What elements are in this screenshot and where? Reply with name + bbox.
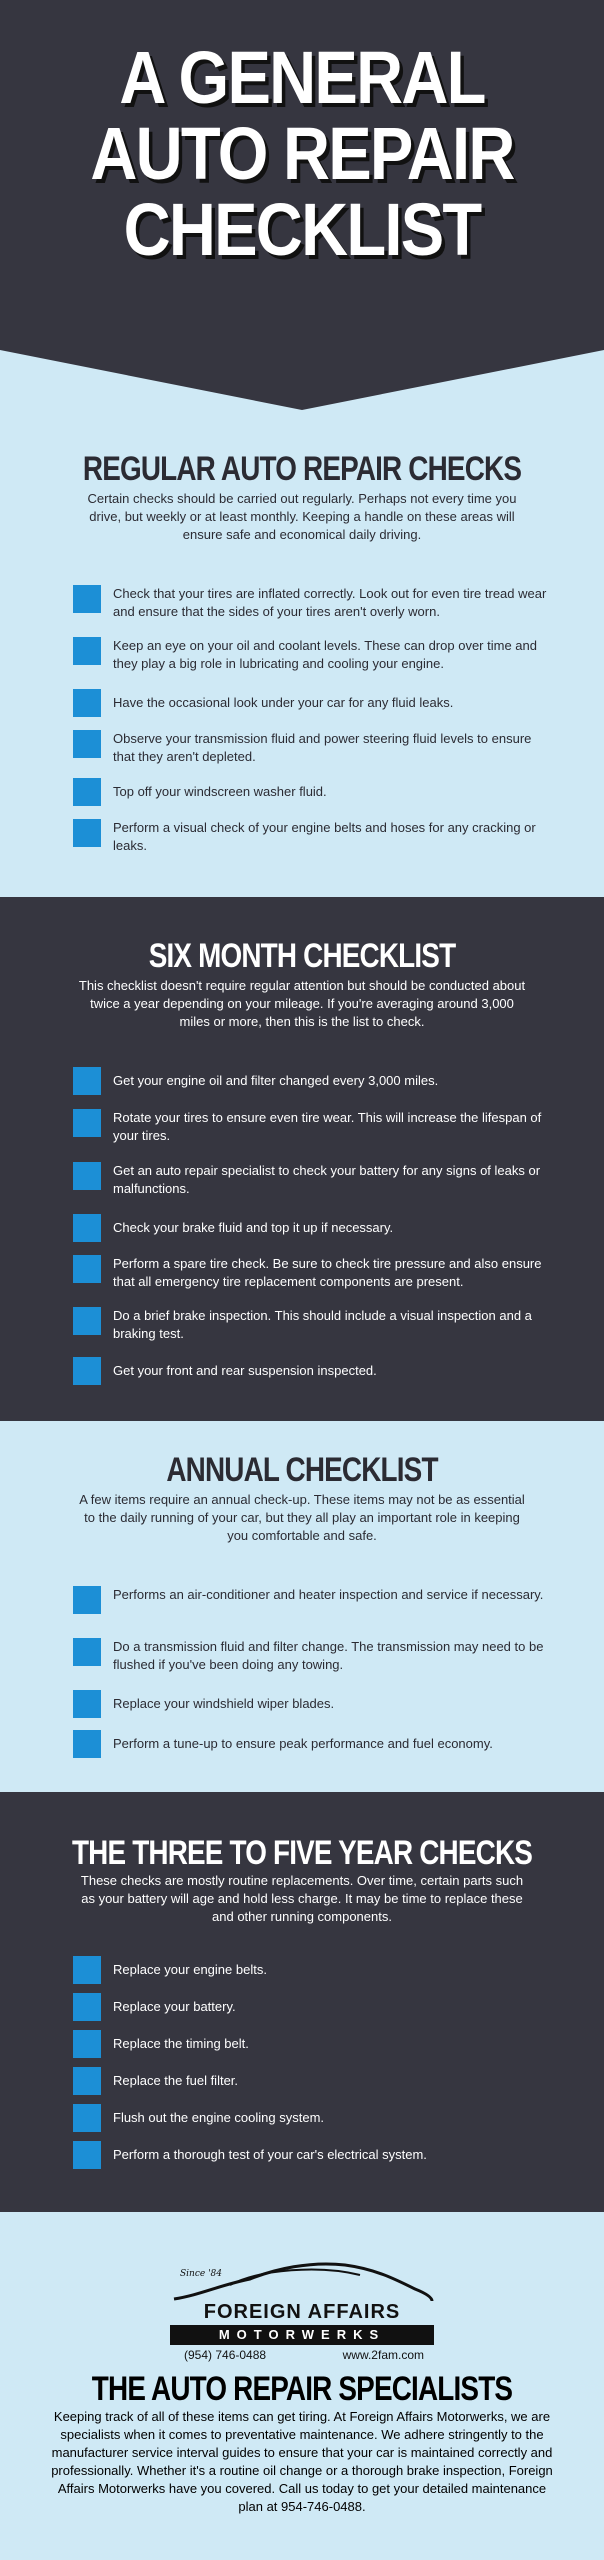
checkbox-icon (73, 637, 101, 665)
logo-script: Since '84 (180, 2269, 222, 2279)
title-line: A GENERAL (119, 36, 485, 119)
checkbox-icon (73, 1690, 101, 1718)
footer-text-block (0, 2370, 604, 2560)
checkbox-icon (73, 1638, 101, 1666)
annual-section (0, 1421, 604, 1792)
checkbox-icon (73, 2030, 101, 2058)
checkbox-icon (73, 1214, 101, 1242)
checkbox-icon (73, 1993, 101, 2021)
annual-intro: A few items require an annual check-up. These items may not be as essential to the daily running of your car, but they all play an important role in keeping you comfortable and safe. (79, 1492, 525, 1543)
item-text: Do a transmission fluid and filter change. The transmission may need to be flushed if you've been doing any towing. (113, 1639, 544, 1672)
six-month-intro: This checklist doesn't require regular attention but should be conducted about twice a year depending on your mileage. If you're averaging around 3,000 miles or more, then this is the list to check. (78, 978, 526, 1029)
logo-subtitle: MOTORWERKS (170, 2325, 434, 2345)
checkbox-icon (73, 2067, 101, 2095)
item-text: Replace the fuel filter. (113, 2073, 239, 2088)
item-text: Observe your transmission fluid and power steering fluid levels to ensure that they aren't depleted. (113, 731, 532, 764)
checkbox-icon (73, 1307, 101, 1335)
checkbox-icon (73, 689, 101, 717)
car-silhouette-icon (170, 2255, 434, 2305)
checkbox-icon (73, 819, 101, 847)
website-link[interactable]: www.2fam.com (342, 2348, 424, 2362)
item-text: Rotate your tires to ensure even tire wear. This will increase the lifespan of your tires. (113, 1110, 542, 1143)
item-text: Replace the timing belt. (113, 2036, 249, 2051)
item-text: Perform a thorough test of your car's electrical system. (113, 2147, 427, 2162)
item-text: Get your front and rear suspension inspected. (113, 1363, 377, 1378)
six-month-title: SIX MONTH CHECKLIST (148, 937, 456, 975)
regular-intro: Certain checks should be carried out regularly. Perhaps not every time you drive, but weekly or at least monthly. Keeping a handle on these areas will ensure safe and economical daily driving. (87, 491, 517, 542)
footer-title: THE AUTO REPAIR SPECIALISTS (91, 2370, 513, 2408)
regular-title: REGULAR AUTO REPAIR CHECKS (82, 450, 522, 488)
item-text: Perform a visual check of your engine belts and hoses for any cracking or leaks. (113, 820, 536, 853)
header (0, 0, 604, 410)
checkbox-icon (73, 778, 101, 806)
item-text: Perform a spare tire check. Be sure to check tire pressure and also ensure that all emergency tire replacement components are present. (113, 1256, 542, 1289)
checkbox-icon (73, 730, 101, 758)
item-text: Do a brief brake inspection. This should include a visual inspection and a braking test. (113, 1308, 532, 1341)
item-text: Get your engine oil and filter changed every 3,000 miles. (113, 1073, 439, 1088)
item-text: Replace your battery. (113, 1999, 236, 2014)
checkbox-icon (73, 1255, 101, 1283)
checkbox-icon (73, 1067, 101, 1095)
six-month-section (0, 897, 604, 1421)
item-text: Check your brake fluid and top it up if necessary. (113, 1220, 394, 1235)
checkbox-icon (73, 1109, 101, 1137)
item-text: Flush out the engine cooling system. (113, 2110, 325, 2125)
checkbox-icon (73, 1162, 101, 1190)
three-five-intro: These checks are mostly routine replacements. Over time, certain parts such as your battery will age and hold less charge. It may be time to replace these and other running components. (80, 1873, 524, 1924)
checkbox-icon (73, 1730, 101, 1758)
item-text: Replace your engine belts. (113, 1962, 267, 1977)
item-text: Performs an air-conditioner and heater inspection and service if necessary. (113, 1587, 544, 1602)
checkbox-icon (73, 2141, 101, 2169)
checkbox-icon (73, 1586, 101, 1614)
checkbox-icon (73, 2104, 101, 2132)
page-title (36, 36, 568, 271)
checkbox-icon (73, 585, 101, 613)
three-five-section (0, 1792, 604, 2212)
title-line: CHECKLIST (123, 188, 481, 271)
company-logo (170, 2255, 434, 2365)
item-text: Check that your tires are inflated correctly. Look out for even tire tread wear and ensure that the sides of your tires aren't overly worn. (113, 586, 547, 619)
title-line: AUTO REPAIR (90, 112, 514, 195)
item-text: Keep an eye on your oil and coolant levels. These can drop over time and they play a big role in lubricating and cooling your engine. (113, 638, 537, 671)
annual-title: ANNUAL CHECKLIST (166, 1451, 438, 1489)
logo-name: FOREIGN AFFAIRS (203, 2301, 401, 2323)
three-five-title: THE THREE TO FIVE YEAR CHECKS (71, 1834, 533, 1872)
checkbox-icon (73, 1956, 101, 1984)
regular-section (0, 410, 604, 897)
footer-body: Keeping track of all of these items can get tiring. At Foreign Affairs Motorwerks, we are specialists when it comes to preventative maintenance. We adhere stringently to the manufacturer service interval guides to ensure that your car is maintained correctly and professionally. Whether it's a routine oil change or a thorough brake inspection, Foreign Affairs Motorwerks have you covered. Call us today to get your detailed maintenance plan at 954-746-0488. (51, 2409, 553, 2514)
item-text: Top off your windscreen washer fluid. (113, 784, 327, 799)
checkbox-icon (73, 1357, 101, 1385)
item-text: Get an auto repair specialist to check your battery for any signs of leaks or malfunctions. (113, 1163, 541, 1196)
phone-number: (954) 746-0488 (184, 2348, 267, 2362)
item-text: Have the occasional look under your car for any fluid leaks. (113, 695, 454, 710)
item-text: Perform a tune-up to ensure peak performance and fuel economy. (113, 1736, 493, 1751)
item-text: Replace your windshield wiper blades. (113, 1696, 335, 1711)
